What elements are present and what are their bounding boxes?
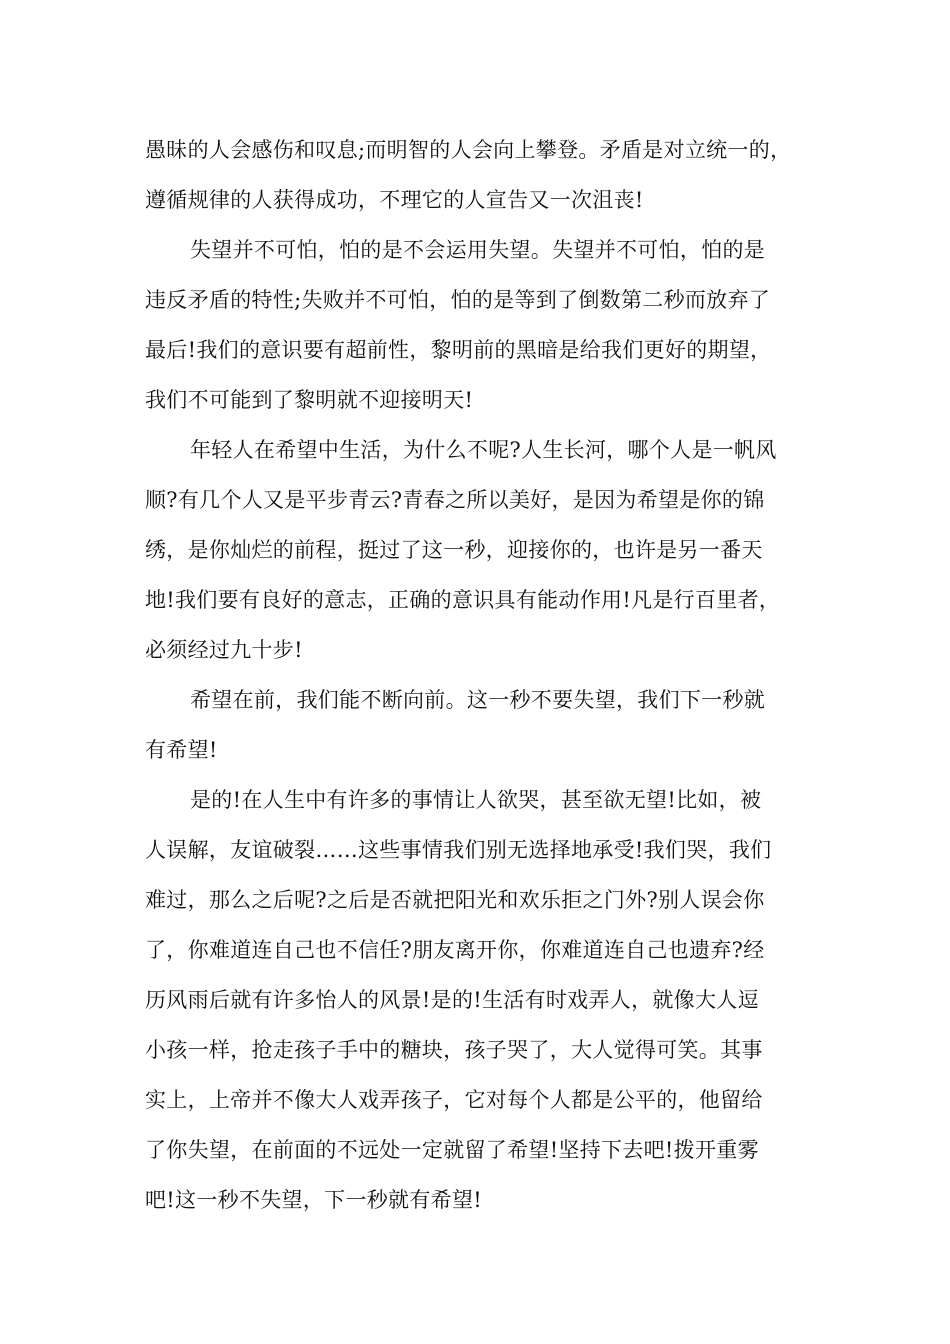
text-line: 了你失望，在前面的不远处一定就留了希望!坚持下去吧!拨开重雾 — [145, 1138, 759, 1162]
text-line: 实上，上帝并不像大人戏弄孩子，它对每个人都是公平的，他留给 — [145, 1088, 763, 1112]
text-line: 年轻人在希望中生活，为什么不呢?人生长河，哪个人是一帆风 — [190, 438, 777, 462]
text-line: 吧!这一秒不失望，下一秒就有希望! — [145, 1188, 482, 1212]
text-line: 是的!在人生中有许多的事情让人欲哭，甚至欲无望!比如，被 — [190, 788, 762, 812]
text-line: 我们不可能到了黎明就不迎接明天! — [145, 388, 474, 412]
text-line: 希望在前，我们能不断向前。这一秒不要失望，我们下一秒就 — [190, 688, 766, 712]
text-line: 遵循规律的人获得成功，不理它的人宣告又一次沮丧! — [145, 188, 644, 212]
text-line: 小孩一样，抢走孩子手中的糖块，孩子哭了，大人觉得可笑。其事 — [145, 1038, 763, 1062]
text-line: 绣，是你灿烂的前程，挺过了这一秒，迎接你的，也许是另一番天 — [145, 538, 763, 562]
text-line: 有希望! — [145, 738, 218, 762]
text-line: 失望并不可怕，怕的是不会运用失望。失望并不可怕，怕的是 — [190, 238, 766, 262]
text-line: 了，你难道连自己也不信任?朋友离开你，你难道连自己也遗弃?经 — [145, 938, 765, 962]
text-line: 必须经过九十步! — [145, 638, 303, 662]
text-line: 最后!我们的意识要有超前性，黎明前的黑暗是给我们更好的期望， — [145, 338, 772, 362]
text-line: 人误解，友谊破裂……这些事情我们别无选择地承受!我们哭，我们 — [145, 838, 772, 862]
text-line: 顺?有几个人又是平步青云?青春之所以美好，是因为希望是你的锦 — [145, 488, 765, 512]
text-line: 地!我们要有良好的意志，正确的意识具有能动作用!凡是行百里者， — [145, 588, 781, 612]
text-line: 难过，那么之后呢?之后是否就把阳光和欢乐拒之门外?别人误会你 — [145, 888, 765, 912]
text-line: 违反矛盾的特性;失败并不可怕，怕的是等到了倒数第二秒而放弃了 — [145, 288, 771, 312]
text-line: 历风雨后就有许多怡人的风景!是的!生活有时戏弄人，就像大人逗 — [145, 988, 759, 1012]
text-line: 愚昧的人会感伤和叹息;而明智的人会向上攀登。矛盾是对立统一的， — [145, 138, 792, 162]
